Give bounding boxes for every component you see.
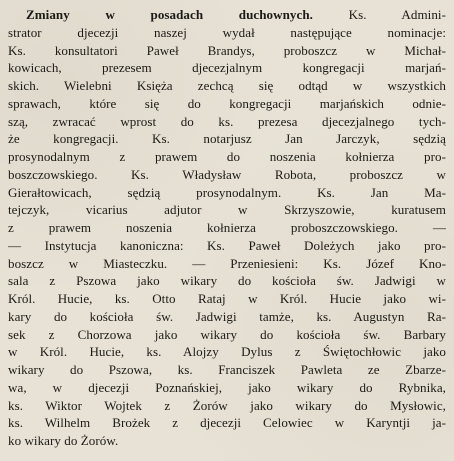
article-line-18: kary do kościoła św. Jadwigi tamże, ks. Augustyn Ra- (8, 308, 446, 324)
article-line-17: Król. Hucie, ks. Otto Rataj w Król. Hucie jako wi- (8, 291, 446, 306)
article-line-23: ks. Wiktor Wojtek z Żorów jako wikary do Mysłowic, (8, 397, 446, 413)
article-line-9: prosynodalnym z prawem do noszenia kołnierza pro- (8, 149, 446, 164)
article-line-22: wa, w djecezji Poznańskiej, jako wikary do Rybnika, (8, 379, 446, 395)
article-line-12: tejczyk, vicarius adjutor w Skrzyszowie, kuratusem (8, 202, 446, 218)
article-headline: Zmiany w posadach duchownych. (26, 7, 313, 22)
article-line-1: Ks. Admini- (312, 7, 446, 22)
article-line-13: z prawem noszenia kołnierza proboszczowskiego. — (8, 220, 446, 235)
article-line-16: sala z Pszowa jako wikary do kościoła św. Jadwigi w (8, 273, 446, 289)
article-line-19: sek z Chorzowa jako wikary do kościoła św. Barbary (8, 326, 446, 342)
article-line-10: boszczowskiego. Ks. Władysław Robota, proboszcz w (8, 166, 446, 182)
article-line-15: boszcz w Miasteczku. — Przeniesieni: Ks. Józef Kno- (8, 255, 446, 271)
article-line-24: ks. Wilhelm Brożek z djecezji Celowiec w Karyntji ja- (8, 415, 446, 431)
article-body (8, 6, 446, 450)
article-line-25: ko wikary do Żorów. (8, 433, 119, 448)
article-line-7: szą, zwracać wprost do ks. prezesa djecezjalnego tych- (8, 113, 446, 129)
article-line-4: kowicach, prezesem djecezjalnym kongregacji marjań- (8, 60, 446, 76)
article-line-6: sprawach, które się do kongregacji marjańskich odnie- (8, 95, 446, 111)
article-first-line (8, 6, 446, 24)
article-line-21: wikary do Pszowa, ks. Franciszek Pawleta ze Zbarze- (8, 362, 446, 377)
article-line-3: Ks. konsultatori Paweł Brandys, proboszcz w Michał- (8, 42, 446, 58)
article-line-14: — Instytucja kanoniczna: Ks. Paweł Doleżych jako pro- (8, 237, 446, 253)
article-line-8: że kongregacji. Ks. notarjusz Jan Jarczyk, sędzią (8, 131, 446, 147)
article-line-11: Gierałtowicach, sędzią prosynodalnym. Ks. Jan Ma- (8, 184, 446, 200)
article-line-20: w Król. Hucie, ks. Alojzy Dylus z Świętochłowic jako (8, 344, 446, 360)
article-line-5: skich. Wielebni Księża zechcą się odtąd w wszystkich (8, 78, 446, 93)
article-line-2: strator djecezji naszej wydał następujące nominacje: (8, 24, 446, 40)
